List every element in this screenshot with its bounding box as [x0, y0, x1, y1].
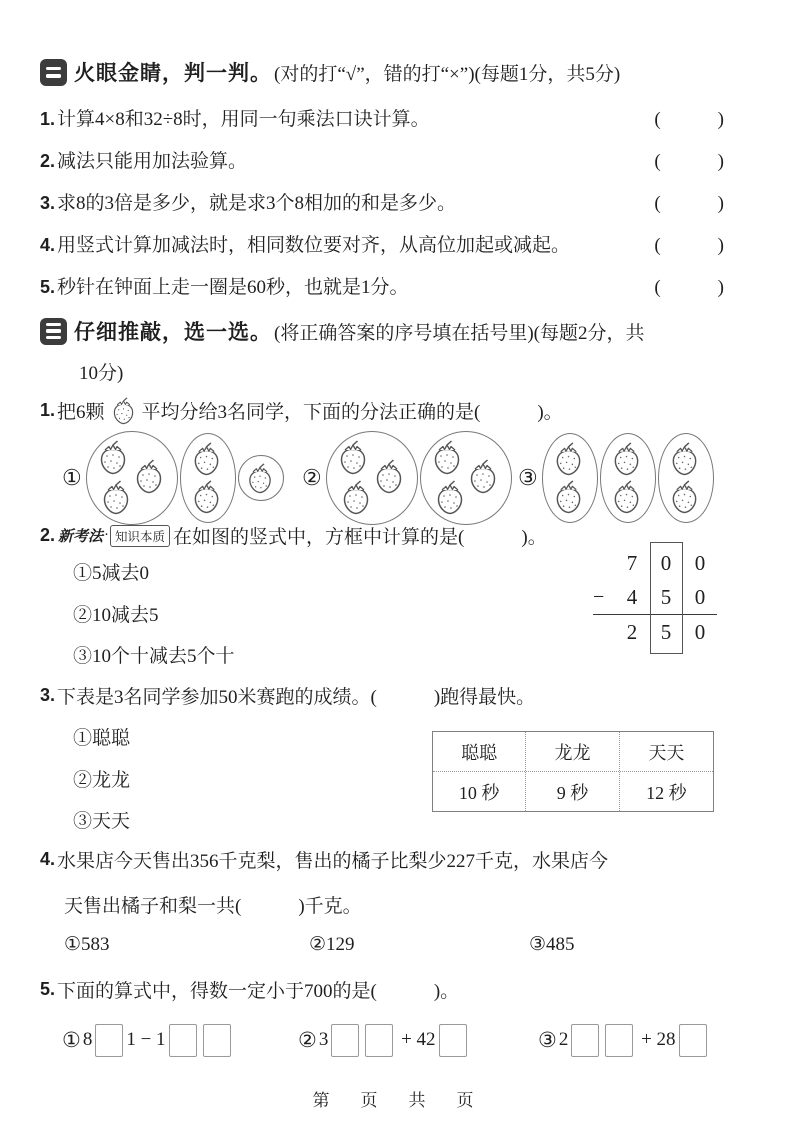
- knowledge-essence-tag: 知识本质: [110, 525, 170, 547]
- answer-bracket: ( ): [654, 192, 724, 214]
- fill-in-box: [571, 1024, 599, 1057]
- fill-in-box: [605, 1024, 633, 1057]
- fill-in-box: [331, 1024, 359, 1057]
- group-circle: [658, 433, 714, 523]
- question-number: 3.: [40, 685, 56, 705]
- page-footer: 第 页 共 页: [312, 1091, 481, 1110]
- fill-in-box: [365, 1024, 393, 1057]
- strawberry-icon: [245, 462, 275, 494]
- race-results-table: [432, 731, 714, 812]
- group-circle: [542, 433, 598, 523]
- q5-expression-row: [40, 1012, 753, 1068]
- q4-option: ①583: [64, 934, 110, 955]
- strawberry-icon: [110, 396, 137, 425]
- strawberry-icon: [99, 479, 133, 515]
- table-header-cell: 天天: [648, 742, 685, 763]
- judge-item: [40, 180, 724, 222]
- fill-in-box: [679, 1024, 707, 1057]
- option-label: ③: [538, 1027, 557, 1052]
- section-title: 仔细推敲，选一选。: [74, 321, 272, 344]
- boxed-column: [650, 542, 683, 654]
- table-value-cell: 9 秒: [526, 772, 619, 811]
- expression-text: 8: [82, 1029, 93, 1050]
- choice-q3-line: [40, 682, 535, 709]
- section-choice-header: [40, 316, 644, 346]
- question-text: 减法只能用加法验算。: [57, 150, 248, 172]
- choice-q2-line: [40, 522, 547, 549]
- strawberry-icon: [430, 439, 464, 475]
- question-text: 把6颗: [57, 402, 105, 423]
- calc-digit: 7: [626, 550, 638, 575]
- q2-option-list: [73, 551, 235, 676]
- q2-option: ③10个十减去5个十: [73, 646, 235, 668]
- expression-text: + 28: [636, 1029, 676, 1050]
- icon-bar: [46, 323, 61, 327]
- option-label: ②: [298, 1027, 317, 1052]
- question-number: 5.: [40, 979, 56, 999]
- strawberry-icon: [96, 439, 130, 475]
- calc-digit: 0: [694, 584, 706, 609]
- question-text: 水果店今天售出356千克梨，售出的橘子比梨少227千克，水果店今: [57, 851, 609, 872]
- answer-bracket: ( ): [654, 234, 724, 256]
- expression-text: + 42: [396, 1029, 436, 1050]
- answer-bracket: ( ): [654, 150, 724, 172]
- choice-q5-line: [40, 976, 459, 1003]
- table-value-cell: 12 秒: [646, 782, 687, 803]
- section-subtitle: (将正确答案的序号填在括号里)(每题2分，共: [274, 322, 645, 344]
- icon-bar: [46, 329, 61, 333]
- badge-separator: ·: [104, 527, 110, 543]
- group-circle: [86, 431, 178, 525]
- group-circle: [600, 433, 656, 523]
- fill-in-box: [203, 1024, 231, 1057]
- calc-digit: 0: [660, 550, 672, 575]
- q2-option: ②10减去5: [73, 604, 159, 626]
- calc-digit: 5: [660, 619, 672, 644]
- question-number: 1.: [40, 108, 56, 129]
- strawberry-group: [518, 430, 714, 526]
- strawberry-group: [62, 430, 284, 526]
- judge-item: [40, 138, 724, 180]
- question-text: 平均分给3名同学，下面的分法正确的是( )。: [141, 402, 563, 423]
- fill-in-box: [169, 1024, 197, 1057]
- question-text: 计算4×8和32÷8时，用同一句乘法口诀计算。: [57, 108, 430, 130]
- fill-in-box: [95, 1024, 123, 1057]
- group-circle: [326, 431, 418, 525]
- choice-q1-line: [40, 396, 563, 425]
- judge-item: [40, 222, 724, 264]
- section-subtitle: (对的打“√”，错的打“×”)(每题1分，共5分): [274, 63, 621, 85]
- section-three-icon: [40, 318, 67, 345]
- q2-option: ①5减去0: [73, 563, 150, 585]
- expression: [298, 1012, 470, 1068]
- strawberry-groups-row: [40, 430, 753, 526]
- q3-option-list: [73, 716, 130, 841]
- strawberry-group: [302, 430, 512, 526]
- option-label: ①: [62, 465, 82, 490]
- question-text: 求8的3倍是多少，就是求3个8相加的和是多少。: [57, 192, 457, 214]
- expression: [538, 1012, 710, 1068]
- question-number: 2.: [40, 525, 56, 545]
- vertical-subtraction: [593, 546, 717, 649]
- question-number: 2.: [40, 150, 56, 171]
- option-label: ②: [302, 465, 322, 490]
- strawberry-icon: [668, 479, 701, 514]
- strawberry-icon: [190, 441, 223, 476]
- question-number: 3.: [40, 192, 56, 213]
- strawberry-icon: [466, 458, 500, 494]
- question-text: 在如图的竖式中，方框中计算的是( )。: [173, 527, 547, 548]
- answer-bracket: ( ): [654, 108, 724, 130]
- answer-bracket: ( ): [654, 276, 724, 298]
- group-circle: [420, 431, 512, 525]
- strawberry-icon: [668, 441, 701, 476]
- strawberry-icon: [190, 479, 223, 514]
- expression: [62, 1012, 234, 1068]
- icon-bar: [46, 67, 61, 71]
- calc-digit: 0: [694, 619, 706, 644]
- strawberry-icon: [372, 458, 406, 494]
- question-number: 4.: [40, 849, 56, 869]
- strawberry-icon: [610, 441, 643, 476]
- option-label: ①: [62, 1027, 81, 1052]
- judge-item: [40, 96, 724, 138]
- question-text: 天售出橘子和梨一共( )千克。: [64, 896, 362, 917]
- question-text: 秒针在钟面上走一圈是60秒，也就是1分。: [57, 276, 409, 298]
- icon-bar: [46, 336, 61, 340]
- q3-option: ②龙龙: [73, 769, 131, 791]
- icon-bar: [46, 74, 61, 78]
- expression-text: 3: [318, 1029, 329, 1050]
- table-header-row: [433, 732, 713, 772]
- table-value-row: [433, 772, 713, 811]
- strawberry-icon: [552, 479, 585, 514]
- question-text: 用竖式计算加减法时，相同数位要对齐，从高位加起或减起。: [57, 234, 571, 256]
- fill-in-box: [439, 1024, 467, 1057]
- group-circle: [238, 455, 284, 501]
- choice-q4-line2: [64, 891, 362, 918]
- choice-q4-line1: [40, 846, 608, 873]
- question-number: 4.: [40, 234, 56, 255]
- option-label: ③: [518, 465, 538, 490]
- q4-option-row: [40, 933, 753, 973]
- calc-digit: 2: [626, 619, 638, 644]
- question-number: 5.: [40, 276, 56, 297]
- calc-digit: 5: [660, 584, 672, 609]
- q4-option: ②129: [309, 934, 355, 955]
- strawberry-icon: [339, 479, 373, 515]
- judge-question-list: [40, 96, 724, 306]
- calc-digit: 4: [626, 584, 638, 609]
- section-title: 火眼金睛，判一判。: [74, 62, 272, 85]
- question-number: 1.: [40, 400, 56, 420]
- q3-option: ①聪聪: [73, 728, 131, 750]
- strawberry-icon: [610, 479, 643, 514]
- group-circle: [180, 433, 236, 523]
- section-judge-header: [40, 57, 620, 87]
- strawberry-icon: [433, 479, 467, 515]
- expression-text: 2: [558, 1029, 569, 1050]
- question-text: 下面的算式中，得数一定小于700的是( )。: [57, 981, 460, 1002]
- q4-option: ③485: [529, 934, 575, 955]
- calc-digit: 0: [694, 550, 706, 575]
- table-value-cell: 10 秒: [433, 772, 526, 811]
- table-header-cell: 龙龙: [526, 732, 619, 771]
- strawberry-icon: [132, 458, 166, 494]
- strawberry-icon: [336, 439, 370, 475]
- strawberry-icon: [552, 441, 585, 476]
- q3-option: ③天天: [73, 811, 131, 833]
- section-subtitle-continuation: 10分): [79, 363, 124, 384]
- new-method-badge: 新考法: [58, 528, 104, 545]
- expression-text: 1 − 1: [126, 1029, 166, 1050]
- table-header-cell: 聪聪: [433, 732, 526, 771]
- question-text: 下表是3名同学参加50米赛跑的成绩。( )跑得最快。: [57, 687, 536, 708]
- section-two-icon: [40, 59, 67, 86]
- judge-item: [40, 264, 724, 306]
- minus-sign: −: [593, 585, 605, 608]
